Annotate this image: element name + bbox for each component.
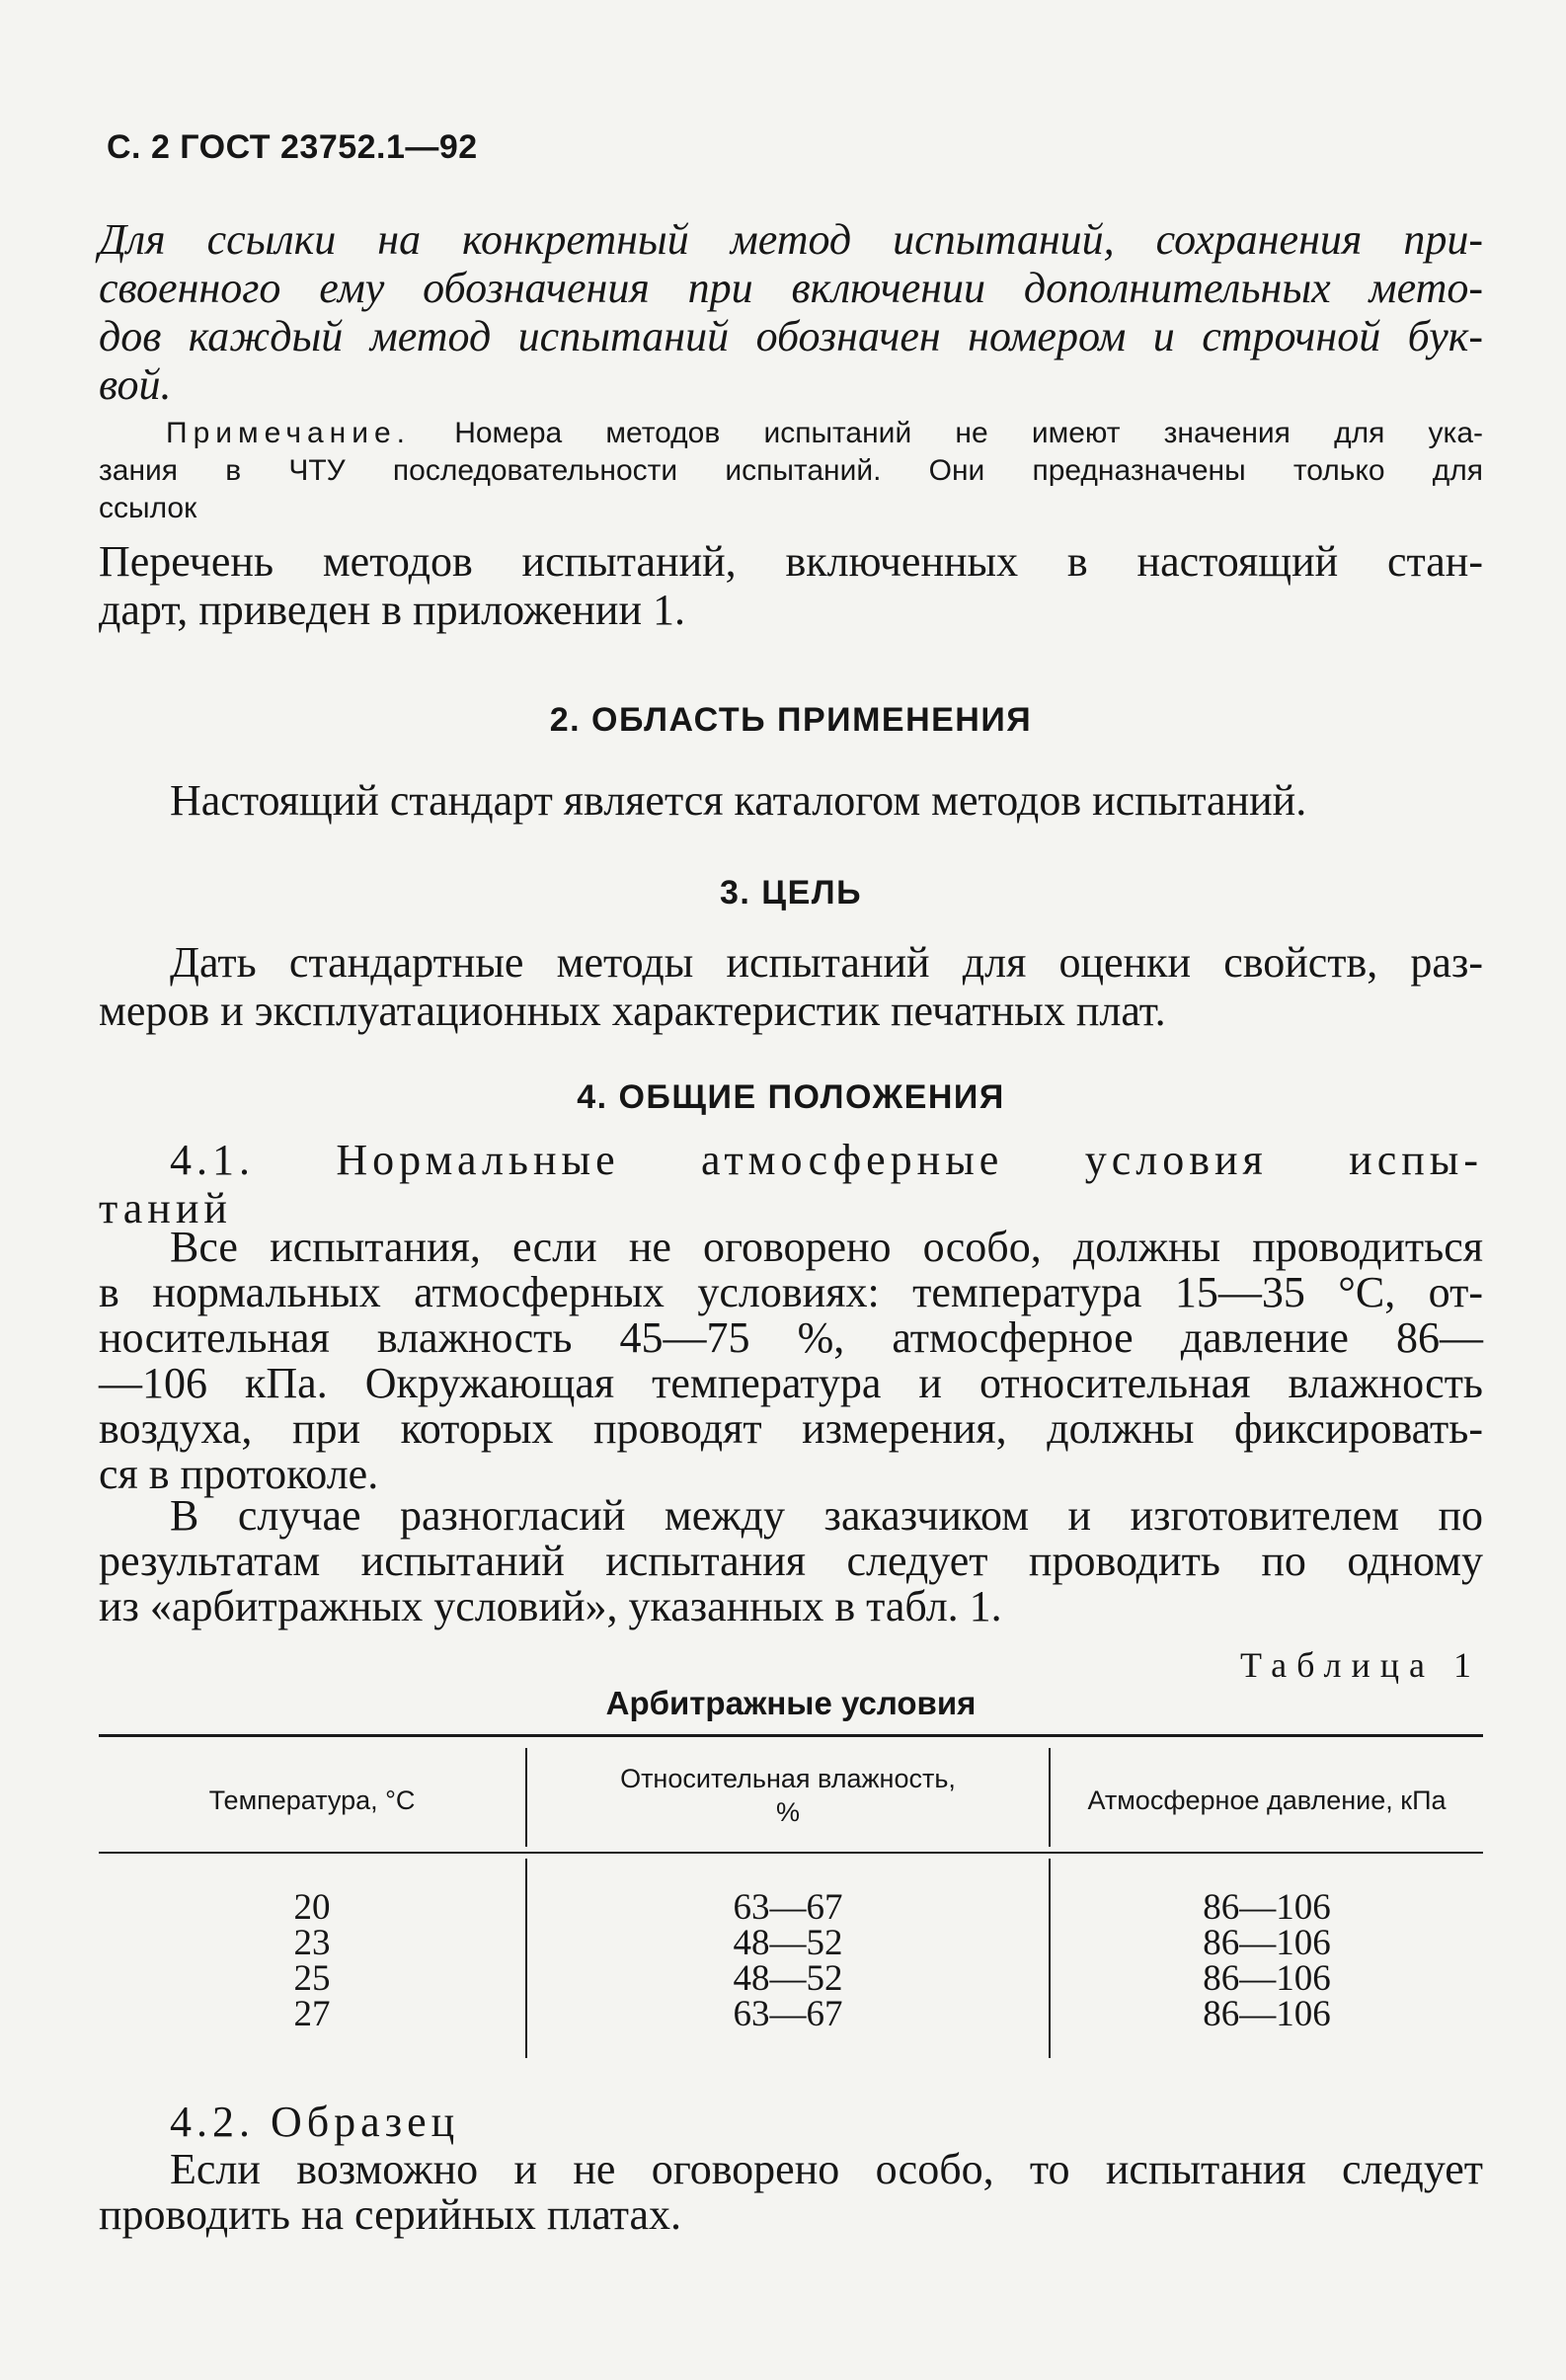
table-row-pressure: 86—106 bbox=[1203, 1994, 1331, 2034]
paragraph-line: В случае разногласий между заказчиком и изготовителем по bbox=[170, 1491, 1483, 1540]
table-header-humidity-line: Относительная влажность, bbox=[620, 1764, 956, 1793]
table-row-temperature: 27 bbox=[293, 1994, 331, 2034]
table-row-temperature: 20 bbox=[293, 1887, 331, 1928]
section-3-heading: 3. ЦЕЛЬ bbox=[719, 874, 863, 912]
subsection-4-1-title bbox=[99, 1136, 1483, 1232]
table-cell-pressure bbox=[1051, 1887, 1483, 2034]
note-line-1-text: Номера методов испытаний не имеют значения для ука- bbox=[454, 417, 1484, 449]
table-row-humidity: 48—52 bbox=[733, 1923, 843, 1963]
paragraph-line: меров и эксплуатационных характеристик печатных плат. bbox=[99, 987, 1166, 1035]
table-row-temperature: 23 bbox=[293, 1923, 331, 1963]
intro-line: вой. bbox=[99, 360, 172, 409]
intro-paragraph bbox=[99, 215, 1483, 409]
intro-line: своенного ему обозначения при включении дополнительных мето- bbox=[99, 264, 1483, 312]
sample-paragraph bbox=[99, 2147, 1483, 2238]
table-row-pressure: 86—106 bbox=[1203, 1923, 1331, 1963]
table-row-humidity: 63—67 bbox=[733, 1887, 843, 1928]
table-row-pressure: 86—106 bbox=[1203, 1958, 1331, 1999]
section-2-text bbox=[99, 776, 1483, 825]
table-row-humidity: 48—52 bbox=[733, 1958, 843, 1999]
subsection-4-2-title bbox=[99, 2098, 1483, 2146]
note-paragraph bbox=[99, 415, 1484, 527]
paragraph-line: воздуха, при которых проводят измерения, должны фиксировать- bbox=[99, 1404, 1483, 1453]
table-cell-temperature bbox=[99, 1887, 525, 2034]
note-line-2: зания в ЧТУ последовательности испытаний. Они предназначены только для bbox=[99, 454, 1483, 487]
section-3-text bbox=[99, 938, 1483, 1035]
paragraph-line: результатам испытаний испытания следует проводить по одному bbox=[99, 1537, 1483, 1585]
note-line-3: ссылок bbox=[99, 492, 197, 524]
paragraph-line: Перечень методов испытаний, включенных в настоящий стан- bbox=[99, 537, 1483, 586]
table-header-pressure: Атмосферное давление, кПа bbox=[1087, 1785, 1447, 1815]
intro-line: Для ссылки на конкретный метод испытаний, сохранения при- bbox=[99, 215, 1483, 264]
paragraph-line: Если возможно и не оговорено особо, то испытания следует bbox=[170, 2145, 1483, 2193]
table-title: Арбитражные условия bbox=[605, 1685, 977, 1721]
section-2-heading: 2. ОБЛАСТЬ ПРИМЕНЕНИЯ bbox=[549, 701, 1033, 739]
table-number: Таблица 1 bbox=[1240, 1645, 1481, 1685]
page-header: С. 2 ГОСТ 23752.1—92 bbox=[107, 128, 478, 166]
paragraph-line: ся в протоколе. bbox=[99, 1450, 379, 1498]
table-header-rule bbox=[99, 1852, 1483, 1854]
paragraph-line: Все испытания, если не оговорено особо, должны проводиться bbox=[170, 1223, 1483, 1271]
arbitration-paragraph bbox=[99, 1493, 1483, 1629]
paragraph-line: из «арбитражных условий», указанных в табл. 1. bbox=[99, 1582, 1002, 1630]
paragraph-line: носительная влажность 45—75 %, атмосферное давление 86— bbox=[99, 1313, 1483, 1362]
intro-line: дов каждый метод испытаний обозначен номером и строчной бук- bbox=[99, 312, 1483, 360]
table-header-humidity-line: % bbox=[775, 1797, 800, 1827]
subsection-title-line: таний bbox=[99, 1184, 232, 1232]
paragraph-line: в нормальных атмосферных условиях: температура 15—35 °С, от- bbox=[99, 1268, 1483, 1316]
subsection-title-line: 4.1. Нормальные атмосферные условия испы- bbox=[170, 1136, 1483, 1184]
paragraph-line: дарт, приведен в приложении 1. bbox=[99, 586, 685, 634]
paragraph-line: проводить на серийных платах. bbox=[99, 2190, 682, 2239]
table-header-humidity bbox=[527, 1762, 1049, 1829]
table-cell-humidity bbox=[527, 1887, 1049, 2034]
paragraph-line: Дать стандартные методы испытаний для оценки свойств, раз- bbox=[170, 938, 1483, 987]
table-row-humidity: 63—67 bbox=[733, 1994, 843, 2034]
subsection-title-line: 4.2. Образец bbox=[170, 2098, 460, 2146]
paragraph-line: Настоящий стандарт является каталогом методов испытаний. bbox=[170, 776, 1307, 825]
table-row-temperature: 25 bbox=[293, 1958, 331, 1999]
methods-list-paragraph bbox=[99, 537, 1483, 634]
table-top-rule bbox=[99, 1734, 1483, 1737]
normal-conditions-paragraph bbox=[99, 1225, 1483, 1497]
note-line-1 bbox=[166, 415, 1483, 452]
paragraph-line: —106 кПа. Окружающая температура и относительная влажность bbox=[99, 1359, 1483, 1407]
section-4-heading: 4. ОБЩИЕ ПОЛОЖЕНИЯ bbox=[577, 1078, 1005, 1116]
table-header-temperature: Температура, °С bbox=[208, 1785, 416, 1815]
note-label: Примечание. bbox=[166, 417, 411, 449]
table-row-pressure: 86—106 bbox=[1203, 1887, 1331, 1928]
